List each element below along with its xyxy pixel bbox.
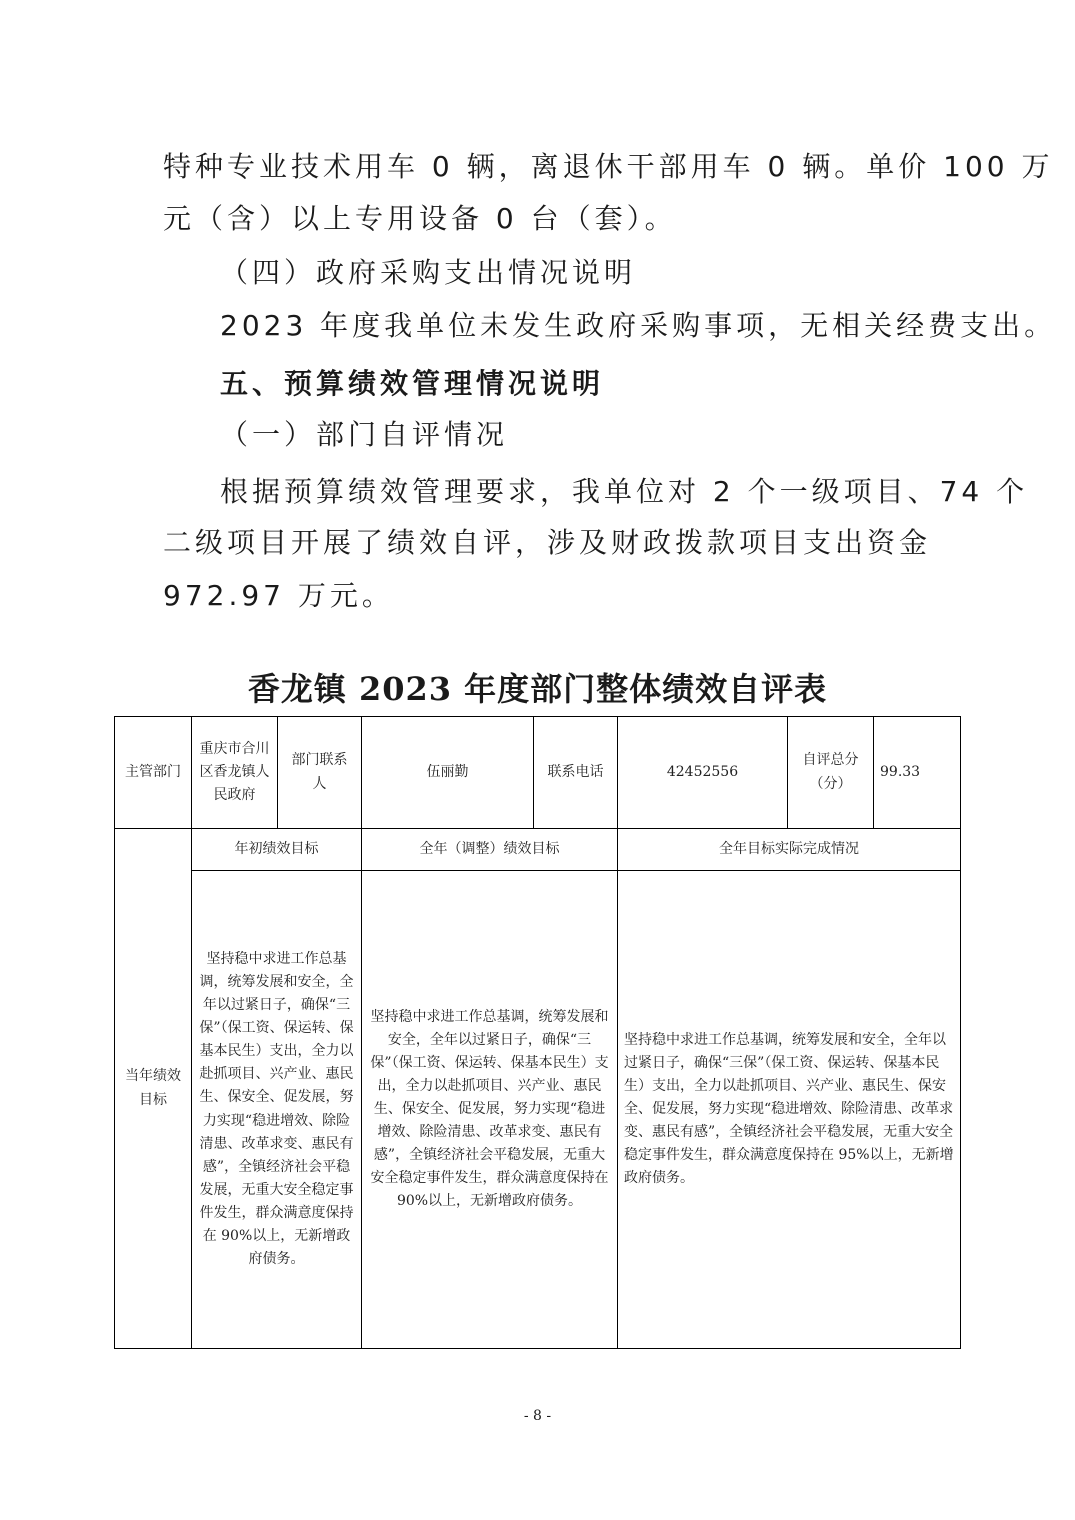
- section-heading-procurement: （四）政府采购支出情况说明: [220, 256, 637, 289]
- phone-label: 联系电话: [534, 717, 618, 829]
- body-line-8: 二级项目开展了绩效自评，涉及财政拨款项目支出资金: [163, 526, 932, 559]
- section-heading-performance: 五、预算绩效管理情况说明: [220, 367, 605, 400]
- performance-table: [114, 716, 961, 1349]
- body-line-4: 2023 年度我单位未发生政府采购事项，无相关经费支出。: [220, 309, 1057, 342]
- score-value: 99.33: [874, 717, 961, 829]
- page-number: - 8 -: [523, 1408, 552, 1424]
- contact-label: 部门联系人: [278, 717, 362, 829]
- actual-result-text: 坚持稳中求进工作总基调，统筹发展和安全，全年以过紧日子，确保“三保”（保工资、保运转、保基本民生）支出，全力以赴抓项目、兴产业、惠民生、保安全、促发展，努力实现“稳进增效、除险清患、改革求变、惠民有感”，全镇经济社会平稳发展，无重大安全稳定事件发生，群众满意度保持在 95%以上，无新增政府债务。: [618, 871, 961, 1349]
- phone-value: 42452556: [618, 717, 788, 829]
- body-line-2: 元（含）以上专用设备 0 台（套）。: [163, 202, 677, 235]
- subsection-heading-self-evaluation: （一）部门自评情况: [220, 418, 509, 451]
- col-header-adjusted: 全年（调整）绩效目标: [362, 829, 618, 871]
- table-row: [115, 871, 961, 1349]
- body-line-7: 根据预算绩效管理要求，我单位对 2 个一级项目、74 个: [220, 475, 1029, 508]
- score-label: 自评总分（分）: [788, 717, 874, 829]
- table-title: 香龙镇 2023 年度部门整体绩效自评表: [247, 670, 828, 708]
- table-row: [115, 717, 961, 829]
- adjusted-goal-text: 坚持稳中求进工作总基调，统筹发展和安全，全年以过紧日子，确保“三保”（保工资、保运转、保基本民生）支出，全力以赴抓项目、兴产业、惠民生、保安全、促发展，努力实现“稳进增效、除险清患、改革求变、惠民有感”，全镇经济社会平稳发展，无重大安全稳定事件发生，群众满意度保持在 90%以上，无新增政府债务。: [362, 871, 618, 1349]
- col-header-initial: 年初绩效目标: [192, 829, 362, 871]
- initial-goal-text: 坚持稳中求进工作总基调，统筹发展和安全，全年以过紧日子，确保“三保”（保工资、保运转、保基本民生）支出，全力以赴抓项目、兴产业、惠民生、保安全、促发展，努力实现“稳进增效、除险清患、改革求变、惠民有感”，全镇经济社会平稳发展，无重大安全稳定事件发生，群众满意度保持在 90%以上，无新增政府债务。: [192, 871, 362, 1349]
- body-line-1: 特种专业技术用车 0 辆，离退休干部用车 0 辆。单价 100 万: [163, 150, 1054, 183]
- dept-value: 重庆市合川区香龙镇人民政府: [192, 717, 278, 829]
- table-row: [115, 829, 961, 871]
- col-header-actual: 全年目标实际完成情况: [618, 829, 961, 871]
- body-line-9: 972.97 万元。: [163, 579, 394, 612]
- contact-value: 伍丽勤: [362, 717, 534, 829]
- row-label-current-goals: 当年绩效目标: [115, 829, 192, 1349]
- dept-label: 主管部门: [115, 717, 192, 829]
